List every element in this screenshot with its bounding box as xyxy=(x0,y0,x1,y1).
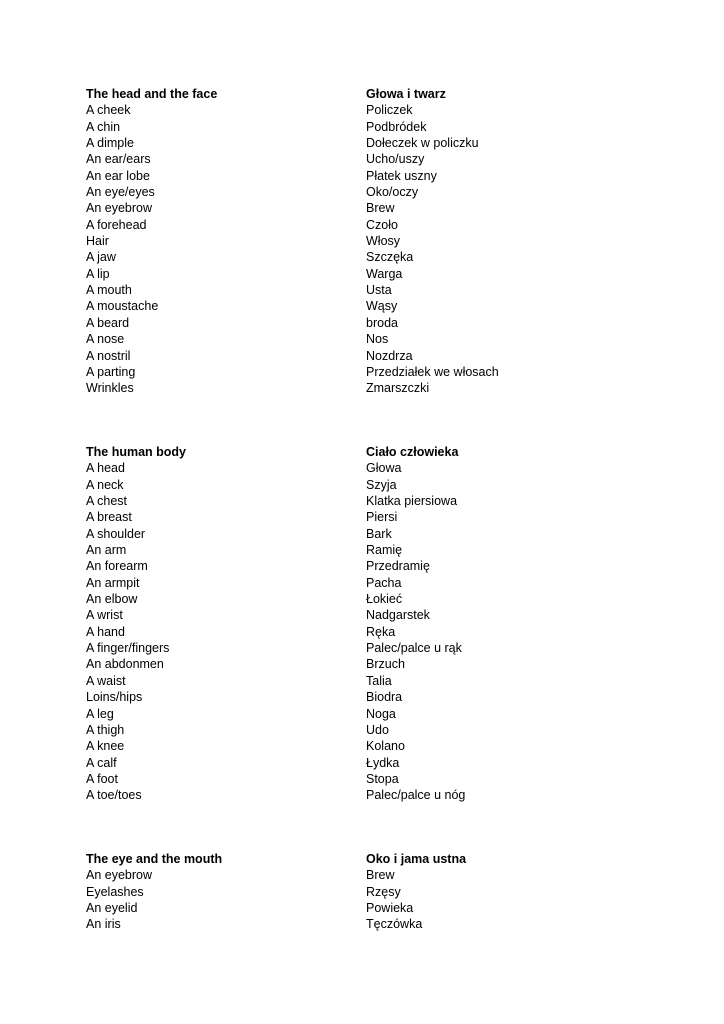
polish-term: Łokieć xyxy=(366,592,403,607)
english-term: An forearm xyxy=(86,559,148,574)
english-term: A finger/fingers xyxy=(86,641,170,656)
english-term: A forehead xyxy=(86,217,147,232)
english-term: An armpit xyxy=(86,575,140,590)
english-term: A calf xyxy=(86,755,117,770)
vocab-row xyxy=(86,900,546,916)
english-term: A head xyxy=(86,461,125,476)
english-term: An ear/ears xyxy=(86,152,151,167)
english-term: A shoulder xyxy=(86,526,146,541)
vocab-row xyxy=(86,217,546,233)
vocab-row xyxy=(86,916,546,932)
polish-term: Rzęsy xyxy=(366,884,401,899)
vocab-row xyxy=(86,656,546,672)
vocab-row xyxy=(86,755,546,771)
english-term: An iris xyxy=(86,917,121,932)
vocab-row xyxy=(86,722,546,738)
section-header xyxy=(86,444,546,460)
vocab-row xyxy=(86,477,546,493)
polish-term: Warga xyxy=(366,266,403,281)
vocab-row xyxy=(86,282,546,298)
english-term: A hand xyxy=(86,624,125,639)
vocab-row xyxy=(86,168,546,184)
english-term: A wrist xyxy=(86,608,123,623)
vocab-row xyxy=(86,509,546,525)
polish-term: Włosy xyxy=(366,234,401,249)
english-term: A cheek xyxy=(86,103,131,118)
english-term: A lip xyxy=(86,266,110,281)
polish-term: Nos xyxy=(366,332,389,347)
vocab-row xyxy=(86,380,546,396)
header-english: The eye and the mouth xyxy=(86,852,223,866)
section-head-and-face xyxy=(86,86,546,397)
english-term: A parting xyxy=(86,364,136,379)
vocab-row xyxy=(86,135,546,151)
vocab-row xyxy=(86,526,546,542)
vocab-list xyxy=(86,460,546,803)
vocab-row xyxy=(86,102,546,118)
section-header xyxy=(86,851,546,867)
vocab-list xyxy=(86,867,546,932)
polish-term: Podbródek xyxy=(366,119,427,134)
polish-term: Bark xyxy=(366,526,392,541)
polish-term: Pacha xyxy=(366,575,402,590)
polish-term: Talia xyxy=(366,673,392,688)
section-human-body xyxy=(86,444,546,804)
vocab-row xyxy=(86,348,546,364)
vocab-row xyxy=(86,249,546,265)
vocab-row xyxy=(86,771,546,787)
vocab-row xyxy=(86,738,546,754)
vocab-row xyxy=(86,184,546,200)
english-term: A jaw xyxy=(86,250,116,265)
vocab-row xyxy=(86,624,546,640)
polish-term: broda xyxy=(366,315,398,330)
vocab-row xyxy=(86,867,546,883)
header-polish: Oko i jama ustna xyxy=(366,852,467,866)
polish-term: Oko/oczy xyxy=(366,185,419,200)
english-term: A dimple xyxy=(86,136,134,151)
polish-term: Palec/palce u rąk xyxy=(366,641,462,656)
vocab-row xyxy=(86,884,546,900)
english-term: A chin xyxy=(86,119,121,134)
english-term: A moustache xyxy=(86,299,159,314)
vocab-row xyxy=(86,266,546,282)
section-eye-and-mouth xyxy=(86,851,546,933)
english-term: A beard xyxy=(86,315,130,330)
polish-term: Ramię xyxy=(366,543,403,558)
english-term: A thigh xyxy=(86,722,125,737)
polish-term: Biodra xyxy=(366,690,403,705)
polish-term: Łydka xyxy=(366,755,400,770)
polish-term: Przedziałek we włosach xyxy=(366,364,499,379)
english-term: An elbow xyxy=(86,592,138,607)
polish-term: Ręka xyxy=(366,624,396,639)
header-english: The human body xyxy=(86,445,186,459)
polish-term: Udo xyxy=(366,722,389,737)
vocab-row xyxy=(86,493,546,509)
vocab-row xyxy=(86,607,546,623)
vocab-row xyxy=(86,673,546,689)
english-term: A foot xyxy=(86,771,118,786)
polish-term: Nadgarstek xyxy=(366,608,430,623)
vocab-row xyxy=(86,591,546,607)
polish-term: Zmarszczki xyxy=(366,381,430,396)
english-term: A nose xyxy=(86,332,125,347)
english-term: Eyelashes xyxy=(86,884,144,899)
english-term: An eye/eyes xyxy=(86,185,155,200)
vocab-row xyxy=(86,298,546,314)
header-polish: Ciało człowieka xyxy=(366,445,459,459)
vocab-row xyxy=(86,200,546,216)
vocab-row xyxy=(86,233,546,249)
polish-term: Nozdrza xyxy=(366,348,413,363)
vocab-row xyxy=(86,706,546,722)
vocab-row xyxy=(86,460,546,476)
english-term: A neck xyxy=(86,477,124,492)
english-term: An ear lobe xyxy=(86,168,150,183)
vocab-row xyxy=(86,542,546,558)
polish-term: Brzuch xyxy=(366,657,405,672)
polish-term: Piersi xyxy=(366,510,398,525)
english-term: An eyelid xyxy=(86,901,138,916)
vocab-row xyxy=(86,689,546,705)
polish-term: Policzek xyxy=(366,103,413,118)
polish-term: Szyja xyxy=(366,477,397,492)
english-term: A leg xyxy=(86,706,114,721)
vocab-row xyxy=(86,558,546,574)
polish-term: Klatka piersiowa xyxy=(366,494,458,509)
english-term: Loins/hips xyxy=(86,690,143,705)
section-header xyxy=(86,86,546,102)
english-term: A toe/toes xyxy=(86,788,142,803)
english-term: A chest xyxy=(86,494,127,509)
polish-term: Kolano xyxy=(366,739,405,754)
vocab-row xyxy=(86,331,546,347)
polish-term: Szczęka xyxy=(366,250,414,265)
polish-term: Przedramię xyxy=(366,559,430,574)
english-term: An arm xyxy=(86,543,127,558)
polish-term: Stopa xyxy=(366,771,399,786)
polish-term: Głowa xyxy=(366,461,402,476)
vocab-row xyxy=(86,315,546,331)
header-polish: Głowa i twarz xyxy=(366,87,446,101)
polish-term: Usta xyxy=(366,283,392,298)
vocab-row xyxy=(86,787,546,803)
polish-term: Brew xyxy=(366,201,395,216)
polish-term: Noga xyxy=(366,706,396,721)
header-english: The head and the face xyxy=(86,87,218,101)
polish-term: Wąsy xyxy=(366,299,398,314)
polish-term: Dołeczek w policzku xyxy=(366,136,479,151)
polish-term: Brew xyxy=(366,868,395,883)
vocab-list xyxy=(86,102,546,396)
polish-term: Palec/palce u nóg xyxy=(366,788,466,803)
polish-term: Powieka xyxy=(366,901,414,916)
english-term: Wrinkles xyxy=(86,381,134,396)
polish-term: Płatek uszny xyxy=(366,168,437,183)
vocab-row xyxy=(86,119,546,135)
vocab-row xyxy=(86,640,546,656)
english-term: A breast xyxy=(86,510,132,525)
polish-term: Ucho/uszy xyxy=(366,152,425,167)
english-term: A nostril xyxy=(86,348,131,363)
vocab-row xyxy=(86,364,546,380)
polish-term: Czoło xyxy=(366,217,398,232)
vocab-row xyxy=(86,151,546,167)
english-term: A mouth xyxy=(86,283,132,298)
english-term: A waist xyxy=(86,673,126,688)
english-term: An eyebrow xyxy=(86,201,153,216)
english-term: An eyebrow xyxy=(86,868,153,883)
polish-term: Tęczówka xyxy=(366,917,423,932)
english-term: A knee xyxy=(86,739,125,754)
english-term: Hair xyxy=(86,234,109,249)
english-term: An abdonmen xyxy=(86,657,164,672)
vocab-row xyxy=(86,575,546,591)
